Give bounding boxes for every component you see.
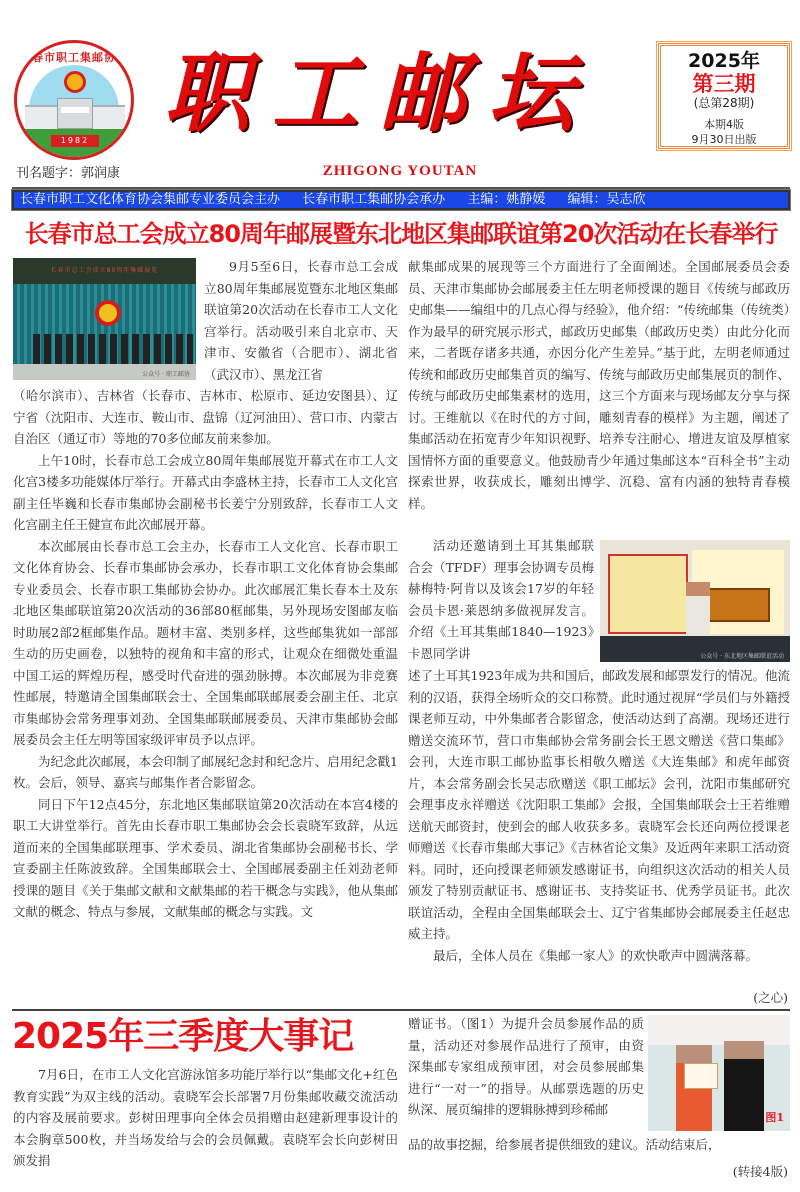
article1-left-wrap xyxy=(204,256,398,385)
photo-banner-text: 长春市总工会成立80周年集邮展览 xyxy=(13,258,196,284)
article2-paragraph-2a: 赠证书。（图1）为提升会员参展作品的质量，活动还对参展作品进行了预审，由资深集邮专家组成预审团，对会员参展邮集进行“一对一”的指导。从邮票选题的历史纵深、展页编排的逻辑脉搏到珍稀邮 xyxy=(408,1016,644,1117)
article-headline: 长春市总工会成立80周年邮展暨东北地区集邮联谊第20次活动在长春举行 xyxy=(24,220,778,248)
issue-total-number: (总第28期) xyxy=(693,96,755,110)
article1-paragraph-5: 同日下午12点45分，东北地区集邮联谊第20次活动在本宫4楼的职工大讲堂举行。首先由长春市职工集邮协会会长袁晓军致辞，从远道而来的全国集邮联理事、学术委员、湖北省集邮协会副秘书长、学宣委副主任陈波致辞。全国集邮联会士、全国邮展委副主任刘劲老师授课的题目《关于集邮文献和文献集邮的若干概念与实践》，他从集邮文献的概念、特点与参展，文献集邮的概念与实践。文 xyxy=(13,796,398,919)
calligrapher-credit: 刊名题字：郭润康 xyxy=(16,166,121,181)
article1-paragraph-8: 最后，全体人员在《集邮一家人》的欢快歌声中圆满落幕。 xyxy=(433,947,759,963)
union-emblem-icon xyxy=(64,71,86,93)
sponsor-bar xyxy=(12,190,790,210)
issue-publish-date: 9月30日出版 xyxy=(691,133,757,146)
certificate-presentation-photo xyxy=(648,1015,790,1131)
article2-paragraph-1: 7月6日，在市工人文化宫游泳馆多功能厅举行以“集邮文化+红色教育实践”为双主线的活动。袁晓军会长部署7月份集邮收藏交流活动的内容及展前要求。彭树田理事向全体会员捐赠由赵建新理事设计的本会胸章500枚，并当场发给与会的会员佩戴。袁晓军会长向彭树田颁发捐 xyxy=(13,1067,398,1168)
article1-paragraph-3: 本次邮展由长春市总工会主办，长春市工人文化宫、长春市职工文化体育协会、长春市集邮协会承办，长春市职工文化体育协会集邮专业委员会、长春市职工集邮协会协办。此次邮展汇集长春本土及东北地区集邮联谊第20次活动的36部80框邮集，另外现场安图邮友临时助展2部2框邮集作品。题材丰富、类别多样，这些邮集犹如一部部生动的历史画卷，以独特的视角和丰富的形式，让观众在细微处重温中国工运的辉煌历程，感受时代奋进的强劲脉搏。本次邮展为非竞赛性邮展，特邀请全国集邮联会士、全国集邮联邮展委会副主任、北京市集邮协会常务理事刘劲、全国集邮联邮展委员、天津市集邮协会邮展委员会主任左明等国家级评审员予以点评。 xyxy=(13,538,398,747)
hall-ceiling xyxy=(648,1015,790,1045)
article1-paragraph-6: 献集邮成果的展现等三个方面进行了全面阐述。全国邮展委员会委员、天津市集邮协会邮展委主任左明老师授课的题目《传统与邮政历史邮集——编组中的几点心得与经验》，他介绍：“传统邮集（传统类）作为最早的研究展示形式，邮政历史邮集（邮政历史类）由此分化而来，二者既存诸多共通，亦因分化产生差异。”基于此，左明老师通过传统和邮政历史邮集首页的编写、传统与邮政历史邮集展页的制作、传统与邮政历史邮集素材的选用，这三个方面来与现场邮友分享与探讨。王维航以《在时代的方寸间，雕刻青春的模样》为主题，阐述了集邮活动在拓宽青少年知识视野、培养专注耐心、增进友谊及厚植家国情怀方面的重要意义。他鼓励青少年通过集邮这本“百科全书”主动探索世界，收获成长，雕刻出博学、沉稳、富有内涵的独特青春模样。 xyxy=(408,259,790,511)
certificate xyxy=(684,1063,718,1089)
organizer: 长春市职工文化体育协会集邮专业委员会主办 xyxy=(20,192,281,207)
group-of-people xyxy=(33,334,193,364)
photo-watermark: 公众号 · 职工邮协 xyxy=(142,371,190,378)
article1-right-column-top xyxy=(408,256,790,514)
photo-watermark: 公众号 · 东北地区集邮联谊活动 xyxy=(700,653,784,660)
logo-year-ribbon: 1982 xyxy=(51,135,99,147)
article2-right-bottom xyxy=(408,1134,790,1156)
article1-right-column-bottom xyxy=(408,665,790,985)
exhibition-opening-photo xyxy=(13,258,196,380)
article1-paragraph-7b: 述了土耳其1923年成为共和国后，邮政发展和邮票发行的情况。他流利的汉语，获得全场听众的交口称赞。此时通过视屏“学员们与外籍授课老师互动，中外集邮者合影留念，使活动达到了高潮。现场还进行赠送交流环节，营口市集邮协会常务副会长王恩文赠送《营口集邮》会刊，大连市职工邮协监事长相敬久赠送《大连集邮》和虎年邮资片，本会常务副会长吴志欣赠送《职工邮坛》会刊，沈阳市集邮研究会理事皮永祥赠送《沈阳职工集邮》会报，全国集邮联会士王若维赠送航天邮资封，使到会的邮人收获多多。袁晓军会长还向两位授课老师赠送《长春市集邮大事记》《吉林省论文集》及近两年来职工活动资料。同时，还向授课老师颁发感谢证书，向组织这次活动的相关人员颁发了特别贡献证书、感谢证书、支持奖证书、优秀学员证书。此次联谊活动，全程由全国集邮联会士、辽宁省集邮协会邮展委主任赵忠威主持。 xyxy=(408,668,790,941)
chief-editor: 主编：姚静媛 xyxy=(467,192,546,207)
stamp-image xyxy=(704,588,770,622)
co-organizer: 长春市职工集邮协会承办 xyxy=(302,192,446,207)
president-black-shirt xyxy=(724,1041,764,1131)
article1-right-wrap xyxy=(408,535,594,664)
continued-on-page: (转接4版) xyxy=(732,1164,788,1179)
association-logo xyxy=(14,40,134,160)
logo-building-sign xyxy=(61,107,89,113)
union-emblem-icon xyxy=(95,300,121,326)
newspaper-title-pinyin: ZHIGONG YOUTAN xyxy=(322,163,478,179)
article1-paragraph-2: 上午10时，长春市总工会成立80周年集邮展览开幕式在市工人文化宫3楼多功能媒体厅举行。开幕式由李盛林主持，长春市工人文化宫副主任毕巍和长春市集邮协会副秘书长姜宁分别致辞，长春市工人文化宫副主任王健宣布此次邮展开幕。 xyxy=(13,452,398,532)
photo-figure-label: 图1 xyxy=(765,1111,784,1124)
article1-left-column xyxy=(13,385,398,1005)
article1-paragraph-1a: 9月5至6日，长春市总工会成立80周年集邮展览暨东北地区集邮联谊第20次活动在长春市工人文化宫举行。活动吸引来自北京市、天津市、安徽省（合肥市）、湖北省（武汉市）、黑龙江省 xyxy=(204,259,398,382)
presentation-screen-left xyxy=(608,554,688,634)
issue-info-box xyxy=(658,43,790,149)
logo-ring-text: 长春市职工集邮协会 xyxy=(20,51,128,64)
issue-number: 第三期 xyxy=(692,72,756,96)
article-byline: (之心) xyxy=(753,990,788,1005)
section-title-quarterly-events: 2025年三季度大事记 xyxy=(12,1016,354,1057)
article1-paragraph-4: 为纪念此次邮展，本会印制了邮展纪念封和纪念片、启用纪念戳1枚。会后，领导、嘉宾与邮集作者合影留念。 xyxy=(13,753,398,790)
article1-paragraph-1b: （哈尔滨市）、吉林省（长春市、吉林市、松原市、延边安图县）、辽宁省（沈阳市、大连市、鞍山市、盘锦（辽河油田）、营口市、内蒙古自治区（通辽市）等地的70多位邮友前来参加。 xyxy=(13,388,398,446)
article2-left-column xyxy=(13,1064,398,1172)
article1-paragraph-7a: 活动还邀请到土耳其集邮联合会（TFDF）理事会协调专员梅赫梅特·阿肯以及该会17岁的年轻会员卡恩·莱恩纳多做视屏发言。介绍《土耳其集邮1840—1923》卡恩同学讲 xyxy=(408,538,594,661)
section-divider xyxy=(12,1009,790,1011)
issue-year: 2025年 xyxy=(688,50,760,72)
logo-building-center xyxy=(57,98,93,129)
newspaper-title: 职工邮坛 xyxy=(164,43,596,144)
article2-paragraph-2b: 品的故事挖掘，给参展者提供细致的建议。活动结束后， xyxy=(408,1137,721,1152)
turkish-speaker-photo xyxy=(600,540,790,662)
article2-right-wrap xyxy=(408,1013,644,1121)
issue-page-count: 本期4版 xyxy=(704,118,744,131)
editor: 编辑：吴志欣 xyxy=(567,192,646,207)
masthead-rule xyxy=(12,187,790,189)
